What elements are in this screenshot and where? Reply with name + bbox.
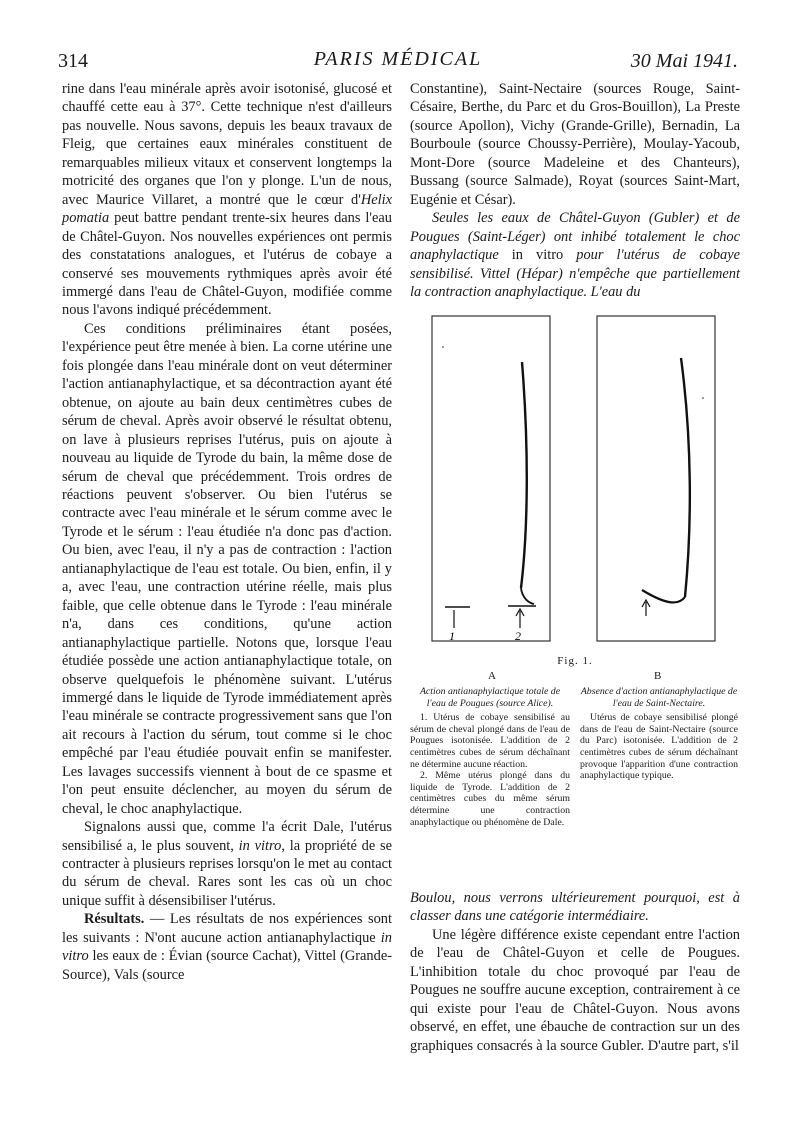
paragraph: Boulou, nous verrons ultérieurement pourquoi, est à classer dans une catégorie intermédiaire. bbox=[410, 890, 740, 925]
caption-title: Absence d'action antianaphylactique de l'eau de Saint-Nectaire. bbox=[580, 686, 738, 709]
subfigure-letter-b: B bbox=[654, 670, 662, 682]
section-heading: Résultats. bbox=[84, 911, 145, 928]
caption-note: 1. Utérus de cobaye sensibilisé au sérum de cheval plongé dans de l'eau de Pougues isotonisée. L'addition de 2 centimètres cubes de sérum déchaînant ne détermine aucune réaction. bbox=[410, 712, 570, 770]
paragraph: Ces conditions préliminaires étant posées, l'expérience peut être menée à bien. La corne utérine une fois plongée dans l'eau minérale dont on veut déterminer l'action antianaphylactique, et sa décontraction ayant été obtenue, on ajoute au bain deux centimètres cubes de sérum de cheval. Après avoir observé le résultat obtenu, on lave à plusieurs reprises l'utérus, puis on ajoute à nouveau au liquide de Tyrode du bain, la même dose de sérum de cheval que précédemment. Trois ordres de réactions peuvent s'observer. Ou bien l'utérus se contracte avec l'eau minérale et le sérum comme avec le Tyrode et le sérum : l'eau étudiée n'a donc pas d'action. Ou bien, avec l'eau, il n'y a pas de contraction : l'action antianaphylactique de l'eau est totale. Ou bien, enfin, il y a, avec l'eau, une contraction utérine réelle, mais plus faible, que celle obtenue dans le Tyrode : l'eau minérale n'a, dans ces conditions, qu'une action antianaphylactique partielle. Notons que, lorsque l'eau étudiée possède une action antianaphylactique totale, on observe quelquefois le phénomène suivant. L'utérus immergé dans le liquide de Tyrode immédiatement après l'eau minérale se contracte progressivement sans que l'on ait recours à l'action du sérum, tout comme si le choc empêché par l'eau étudiée pouvait enfin se manifester. Les lavages successifs viennent à bout de ce spasme et l'on peut ensuite déclencher, au moyen du sérum de cheval, le choc anaphylactique. bbox=[62, 320, 392, 817]
figure-graphs bbox=[410, 310, 740, 650]
page-number: 314 bbox=[58, 50, 88, 72]
figure-1 bbox=[410, 310, 740, 885]
paragraph: Seules les eaux de Châtel-Guyon (Gubler) et de Pougues (Saint-Léger) ont inhibé totalement le choc anaphylactique in vitro pour l'utérus de cobaye sensibilisé. Vittel (Hépar) n'empêche que partiellement la contraction anaphylactique. L'eau du bbox=[410, 210, 740, 300]
left-column bbox=[62, 80, 392, 984]
tracing-curve-a bbox=[521, 362, 527, 588]
paragraph: Constantine), Saint-Nectaire (sources Rouge, Saint-Césaire, Berthe, du Parc et du Gros-Bouillon), La Preste (source Apollon), Vichy (Grande-Grille), Bernadin, La Bourboule (source Choussy-Perrière), Moulay-Yacoub, Mont-Dore (source Madeleine et des Chanteurs), Bussang (source Salmade), Royat (sources Saint-Mart, Eugénie et César). bbox=[410, 81, 740, 208]
page-header bbox=[58, 46, 738, 78]
paragraph: Une légère différence existe cependant entre l'action de l'eau de Châtel-Guyon et celle de Pougues. L'inhibition totale du choc provoqué par l'eau de Pougues ne souffre aucune exception, contrairement à ce qui existe pour l'eau de Châtel-Guyon. Nous avons observé, en effet, une ébauche de contraction sur un des graphiques consacrés à la source Gubler. D'autre part, s'il bbox=[410, 926, 740, 1054]
caption-title: Action antianaphylactique totale de l'eau de Pougues (source Alice). bbox=[419, 686, 561, 709]
species-name: Helix pomatia bbox=[62, 191, 392, 227]
paragraph: rine dans l'eau minérale après avoir isotonisé, glucosé et chauffé cette eau à 37°. Cette technique n'est d'ailleurs pas nouvelle. Nous savons, depuis les beaux travaux de Fleig, que certaines eaux minérales constituent de remarquables milieux vitaux et conservent longtemps la motricité des organes que l'on y plonge. L'un de nous, avec Maurice Villaret, a montré que le cœur d'Helix pomatia peut battre pendant trente-six heures dans l'eau de Châtel-Guyon. Nos nouvelles expériences ont permis des constatations analogues, et l'utérus de cobaye a conservé ses mouvements rythmiques après avoir été immergé dans l'eau de Châtel-Guyon, modifiée comme nous l'avons indiqué précédemment. bbox=[62, 81, 392, 319]
mark-2: 2 bbox=[515, 629, 521, 643]
paragraph: Signalons aussi que, comme l'a écrit Dale, l'utérus sensibilisé a, le plus souvent, in vitro, la propriété de se contracter à plusieurs reprises lorsqu'on le met au contact du sérum de cheval. Rares sont les cas où un choc unique suffit à désensibiliser l'utérus. bbox=[62, 819, 392, 909]
right-column-top bbox=[410, 80, 740, 301]
graph-frame-a bbox=[432, 316, 550, 641]
journal-title: PARIS MÉDICAL bbox=[313, 48, 483, 70]
caption-a bbox=[410, 686, 570, 828]
subfigure-letter-a: A bbox=[488, 670, 496, 682]
speck bbox=[702, 397, 704, 399]
graph-frame-b bbox=[597, 316, 715, 641]
mark-1: 1 bbox=[449, 629, 455, 643]
injection-arrow-a2 bbox=[516, 609, 524, 628]
caption-b bbox=[580, 686, 738, 782]
figure-label: Fig. 1. bbox=[557, 655, 593, 667]
speck bbox=[442, 346, 444, 348]
issue-date: 30 Mai 1941. bbox=[630, 50, 738, 72]
tracing-curve-b bbox=[681, 358, 690, 597]
injection-arrow-b bbox=[642, 600, 650, 616]
caption-note: Utérus de cobaye sensibilisé plongé dans de l'eau de Saint-Nectaire (source du Parc) isotonisée. L'addition de 2 centimètres cubes de sérum déchaînant provoque l'apparition d'une contraction anaphylactique typique. bbox=[580, 712, 738, 782]
tracing-hook-b bbox=[642, 590, 685, 602]
tracing-hook-a bbox=[521, 588, 534, 604]
caption-note: 2. Même utérus plongé dans du liquide de Tyrode. L'addition de 2 centimètres cubes du même sérum détermine une contraction anaphylactique ou phénomène de Dale. bbox=[410, 770, 570, 828]
paragraph: Résultats. — Les résultats de nos expériences sont les suivants : N'ont aucune action antianaphylactique in vitro les eaux de : Évian (source Cachat), Vittel (Grande-Source), Vals (source bbox=[62, 911, 392, 983]
right-column-bottom bbox=[410, 889, 740, 1055]
